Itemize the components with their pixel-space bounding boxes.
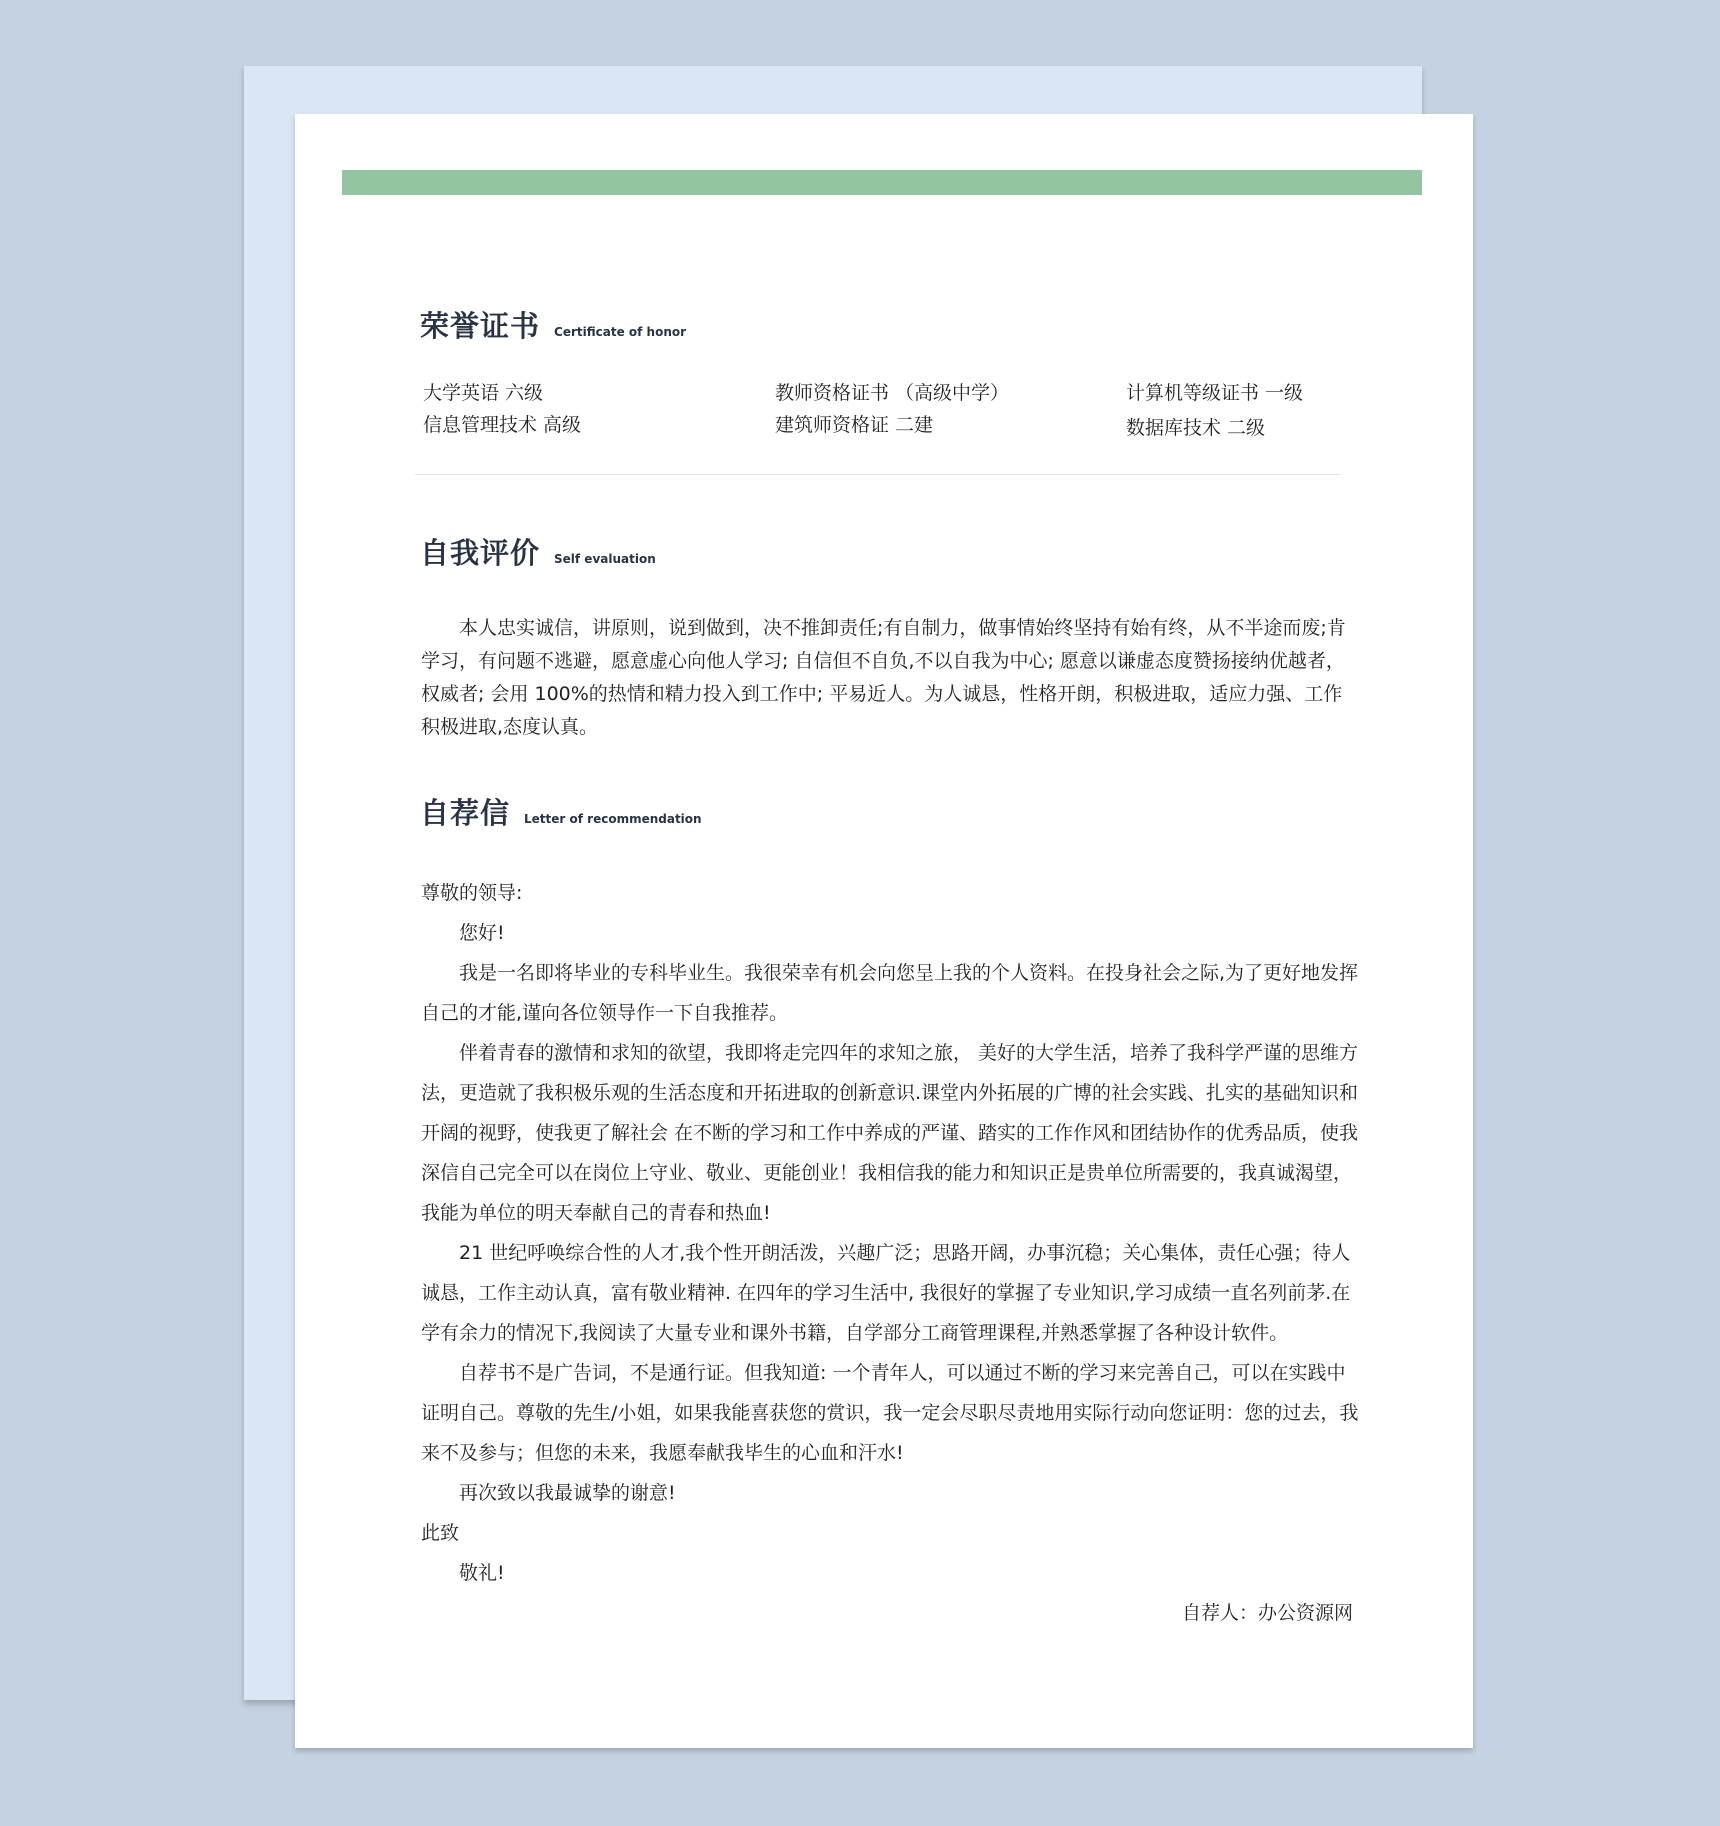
letter-title: 自荐信 <box>420 796 511 830</box>
letter-paragraph: 伴着青春的激情和求知的欲望，我即将走完四年的求知之旅， 美好的大学生活，培养了我科学严谨的思维方法，更造就了我积极乐观的生活态度和开拓进取的创新意识.课堂内外拓展的广博的社会实践、扎实的基础知识和开阔的视野，使我更了解社会 在不断的学习和工作中养成的严谨、踏实的工作作风和团结协作的优秀品质，使我深信自己完全可以在岗位上守业、敬业、更能创业！我相信我的能力和知识正是贵单位所需要的，我真诚渴望，我能为单位的明天奉献自己的青春和热血! <box>421 1042 1359 1224</box>
certificate-item: 建筑师资格证 二建 <box>775 414 934 436</box>
letter-paragraph: 再次致以我最诚挚的谢意! <box>459 1482 676 1504</box>
self-eval-subtitle: Self evaluation <box>554 552 656 566</box>
letter-regards: 敬礼! <box>459 1562 505 1584</box>
letter-paragraph: 自荐书不是广告词，不是通行证。但我知道: 一个青年人，可以通过不断的学习来完善自己，可以在实践中证明自己。尊敬的先生/小姐，如果我能喜获您的赏识，我一定会尽职尽责地用实际行动向您证明：您的过去，我来不及参与；但您的未来，我愿奉献我毕生的心血和汗水! <box>421 1362 1359 1464</box>
letter-paragraph: 我是一名即将毕业的专科毕业生。我很荣幸有机会向您呈上我的个人资料。在投身社会之际,为了更好地发挥自己的才能,谨向各位领导作一下自我推荐。 <box>421 962 1359 1024</box>
certificate-item: 信息管理技术 高级 <box>423 414 582 436</box>
letter-closing: 此致 <box>421 1522 460 1544</box>
section-divider <box>415 474 1340 475</box>
letter-header <box>420 791 702 832</box>
letter-subtitle: Letter of recommendation <box>524 812 702 826</box>
certificate-title: 荣誉证书 <box>420 309 541 343</box>
certificate-list <box>423 378 1383 448</box>
resume-page <box>295 114 1473 1748</box>
self-eval-text: 本人忠实诚信，讲原则，说到做到，决不推卸责任;有自制力，做事情始终坚持有始有终，从不半途而废;肯学习，有问题不逃避，愿意虚心向他人学习; 自信但不自负,不以自我为中心; 愿意以谦虚态度赞扬接纳优越者，权威者; 会用 100%的热情和精力投入到工作中; 平易近人。为人诚恳，性格开朗，积极进取，适应力强、工作积极进取,态度认真。 <box>421 617 1346 738</box>
certificate-header <box>420 304 686 345</box>
certificate-item: 数据库技术 二级 <box>1126 417 1266 439</box>
letter-greeting: 您好! <box>459 922 505 944</box>
certificate-item: 大学英语 六级 <box>423 382 544 404</box>
letter-paragraph: 21 世纪呼唤综合性的人才,我个性开朗活泼，兴趣广泛；思路开阔，办事沉稳；关心集体，责任心强；待人诚恳，工作主动认真，富有敬业精神. 在四年的学习生活中, 我很好的掌握了专业知识,学习成绩一直名列前茅.在学有余力的情况下,我阅读了大量专业和课外书籍，自学部分工商管理课程,并熟悉掌握了各种设计软件。 <box>421 1242 1351 1344</box>
certificate-item: 教师资格证书 （高级中学） <box>775 382 1010 404</box>
self-eval-header <box>420 531 656 572</box>
self-eval-title: 自我评价 <box>420 536 541 570</box>
certificate-item: 计算机等级证书 一级 <box>1126 382 1304 404</box>
certificate-subtitle: Certificate of honor <box>554 325 687 339</box>
self-eval-body <box>421 612 1351 744</box>
letter-salutation: 尊敬的领导: <box>421 882 523 904</box>
letter-signature: 自荐人：办公资源网 <box>1181 1602 1353 1624</box>
accent-bar <box>342 170 1422 195</box>
